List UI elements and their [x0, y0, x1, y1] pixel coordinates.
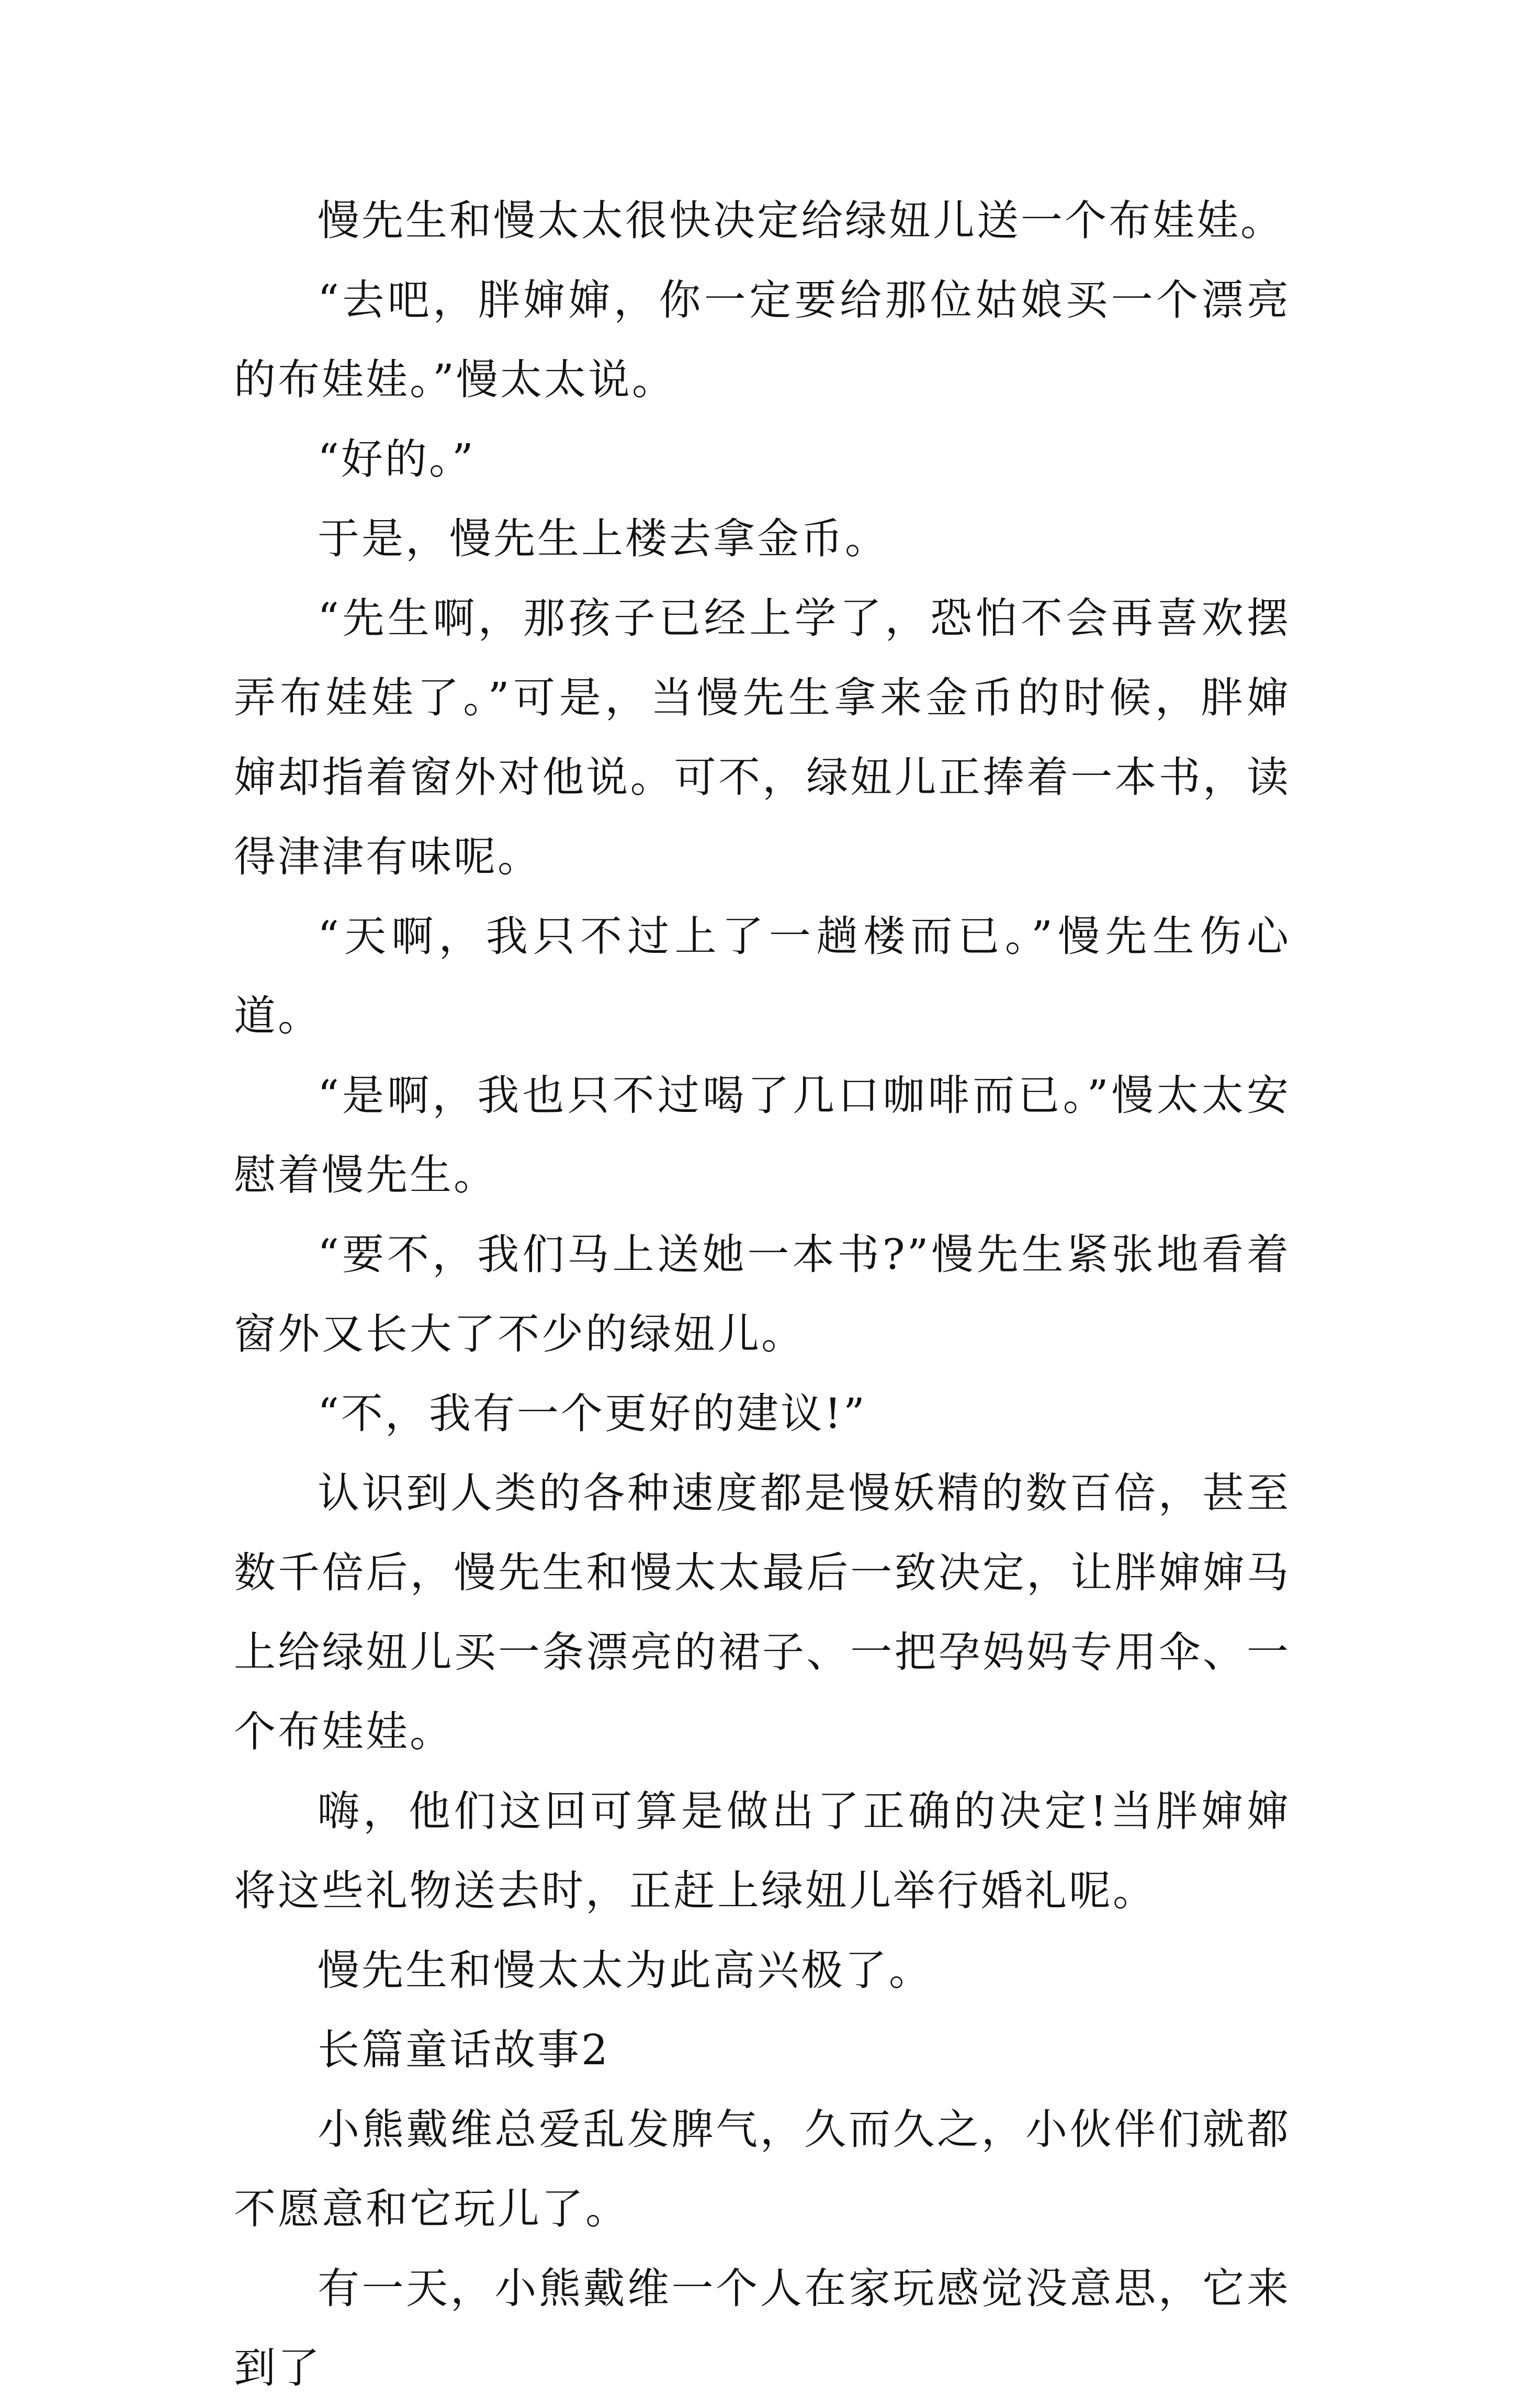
paragraph: “不，我有一个更好的建议!” — [318, 1389, 867, 1438]
paragraph: “先生啊，那孩子已经上学了，恐怕不会再喜欢摆弄布娃娃了。”可是，当慢先生拿来金币的时候，胖婶婶却指着窗外对他说。可不，绿妞儿正捧着一本书，读得津津有味呢。 — [234, 594, 1291, 881]
paragraph: “好的。” — [318, 435, 476, 483]
paragraph: 嗨，他们这回可算是做出了正确的决定!当胖婶婶将这些礼物送去时，正赶上绿妞儿举行婚礼呢。 — [234, 1787, 1291, 1915]
paragraph: 慢先生和慢太太很快决定给绿妞儿送一个布娃娃。 — [318, 196, 1284, 245]
paragraph: “要不，我们马上送她一本书?”慢先生紧张地看着窗外又长大了不少的绿妞儿。 — [234, 1230, 1291, 1358]
paragraph: “是啊，我也只不过喝了几口咖啡而已。”慢太太安慰着慢先生。 — [234, 1071, 1291, 1199]
paragraph: “天啊，我只不过上了一趟楼而已。”慢先生伤心道。 — [234, 912, 1291, 1040]
paragraph: 慢先生和慢太太为此高兴极了。 — [318, 1946, 933, 1995]
paragraph: 于是，慢先生上楼去拿金币。 — [318, 514, 889, 563]
body-text — [234, 181, 1291, 2408]
section-heading: 长篇童话故事2 — [318, 2026, 610, 2074]
paragraph: 有一天，小熊戴维一个人在家玩感觉没意思，它来到了 — [234, 2264, 1291, 2392]
paragraph: 小熊戴维总爱乱发脾气，久而久之，小伙伴们就都不愿意和它玩儿了。 — [234, 2105, 1291, 2233]
paragraph: “去吧，胖婶婶，你一定要给那位姑娘买一个漂亮的布娃娃。”慢太太说。 — [234, 276, 1291, 404]
paragraph: 认识到人类的各种速度都是慢妖精的数百倍，甚至数千倍后，慢先生和慢太太最后一致决定，让胖婶婶马上给绿妞儿买一条漂亮的裙子、一把孕妈妈专用伞、一个布娃娃。 — [234, 1469, 1291, 1756]
